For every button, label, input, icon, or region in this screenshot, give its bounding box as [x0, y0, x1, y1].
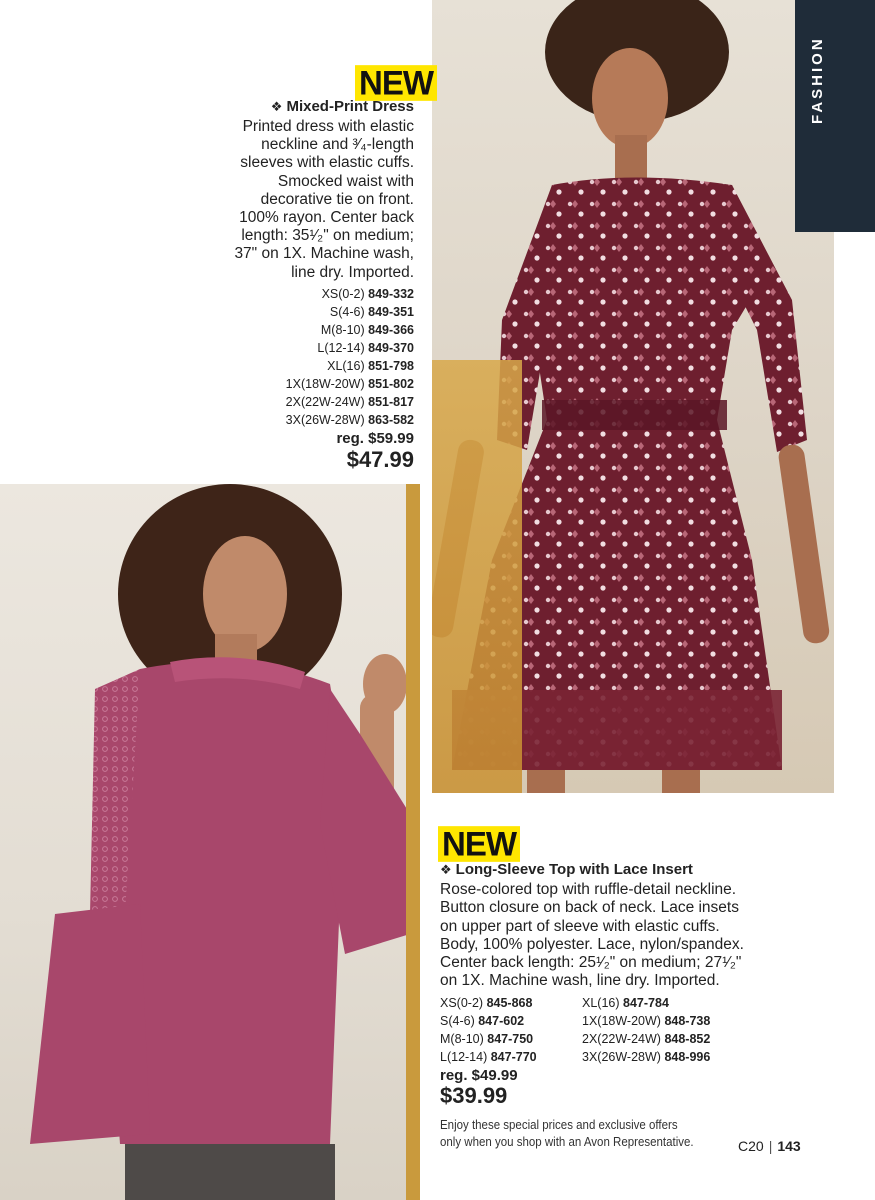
new-badge: NEW — [438, 826, 520, 862]
section-tab-fashion — [795, 0, 875, 232]
size-row: M(8-10) 849-366 — [320, 322, 414, 337]
size-row: XS(0-2) 849-332 — [321, 286, 414, 301]
product-description: Rose-colored top with ruffle-detail neckline. Button closure on back of neck. Lace insets on upper part of sleeve with elastic cuffs. Body, 100% polyester. Lace, nylon/spandex. Center back length: 25¹⁄₂" on medium; 27¹⁄₂" on 1X. Machine wash, line dry. Imported. — [440, 881, 744, 990]
section-tab-label: FASHION — [809, 36, 826, 124]
size-row: XL(16) 847-784 — [582, 995, 669, 1010]
size-row: 3X(26W-28W) 863-582 — [285, 412, 414, 427]
regular-price: reg. $49.99 — [440, 1066, 518, 1084]
background-wall — [432, 360, 522, 793]
size-row: 2X(22W-24W) 851-817 — [285, 394, 414, 409]
footer-note: Enjoy these special prices and exclusive offers only when you shop with an Avon Representative. — [440, 1118, 694, 1149]
size-row: XL(16) 851-798 — [327, 358, 414, 373]
product-dress-info — [195, 97, 414, 472]
diamond-bullet-icon: ❖ — [440, 862, 452, 877]
size-row: 2X(22W-24W) 848-852 — [582, 1031, 711, 1046]
dress-model-photo — [432, 0, 834, 793]
size-row: XS(0-2) 845-868 — [440, 995, 533, 1010]
product-top-info — [440, 860, 820, 1108]
sale-price: $39.99 — [440, 1082, 508, 1108]
catalog-code: C20 — [738, 1138, 764, 1154]
product-title: ❖ Long-Sleeve Top with Lace Insert — [440, 861, 693, 878]
page-number-value: 143 — [777, 1138, 801, 1154]
top-model-illustration — [0, 484, 420, 1200]
new-badge: NEW — [355, 65, 437, 101]
top-model-photo — [0, 484, 420, 1200]
size-row: 3X(26W-28W) 848-996 — [582, 1049, 711, 1064]
product-title: ❖ Mixed-Print Dress — [270, 98, 414, 115]
sale-price: $47.99 — [346, 446, 414, 472]
page-number — [738, 1138, 801, 1154]
size-row: S(4-6) 847-602 — [440, 1013, 525, 1028]
size-row: S(4-6) 849-351 — [329, 304, 414, 319]
regular-price: reg. $59.99 — [336, 429, 414, 447]
size-row: M(8-10) 847-750 — [440, 1031, 534, 1046]
size-row: 1X(18W-20W) 851-802 — [285, 376, 414, 391]
diamond-bullet-icon: ❖ — [270, 99, 283, 114]
size-row: L(12-14) 847-770 — [440, 1049, 537, 1064]
background-wall — [406, 484, 420, 1200]
size-row: 1X(18W-20W) 848-738 — [582, 1013, 711, 1028]
size-list — [195, 285, 414, 429]
size-list — [440, 994, 820, 1066]
product-description: Printed dress with elastic neckline and ³⁄₄-length sleeves with elastic cuffs. Smocked waist with decorative tie on front. 100% rayon. Center back length: 35¹⁄₂" on medium; 37" on 1X. Machine wash, line dry. Imported. — [234, 118, 414, 281]
size-row: L(12-14) 849-370 — [317, 340, 414, 355]
page-separator: | — [768, 1138, 773, 1154]
